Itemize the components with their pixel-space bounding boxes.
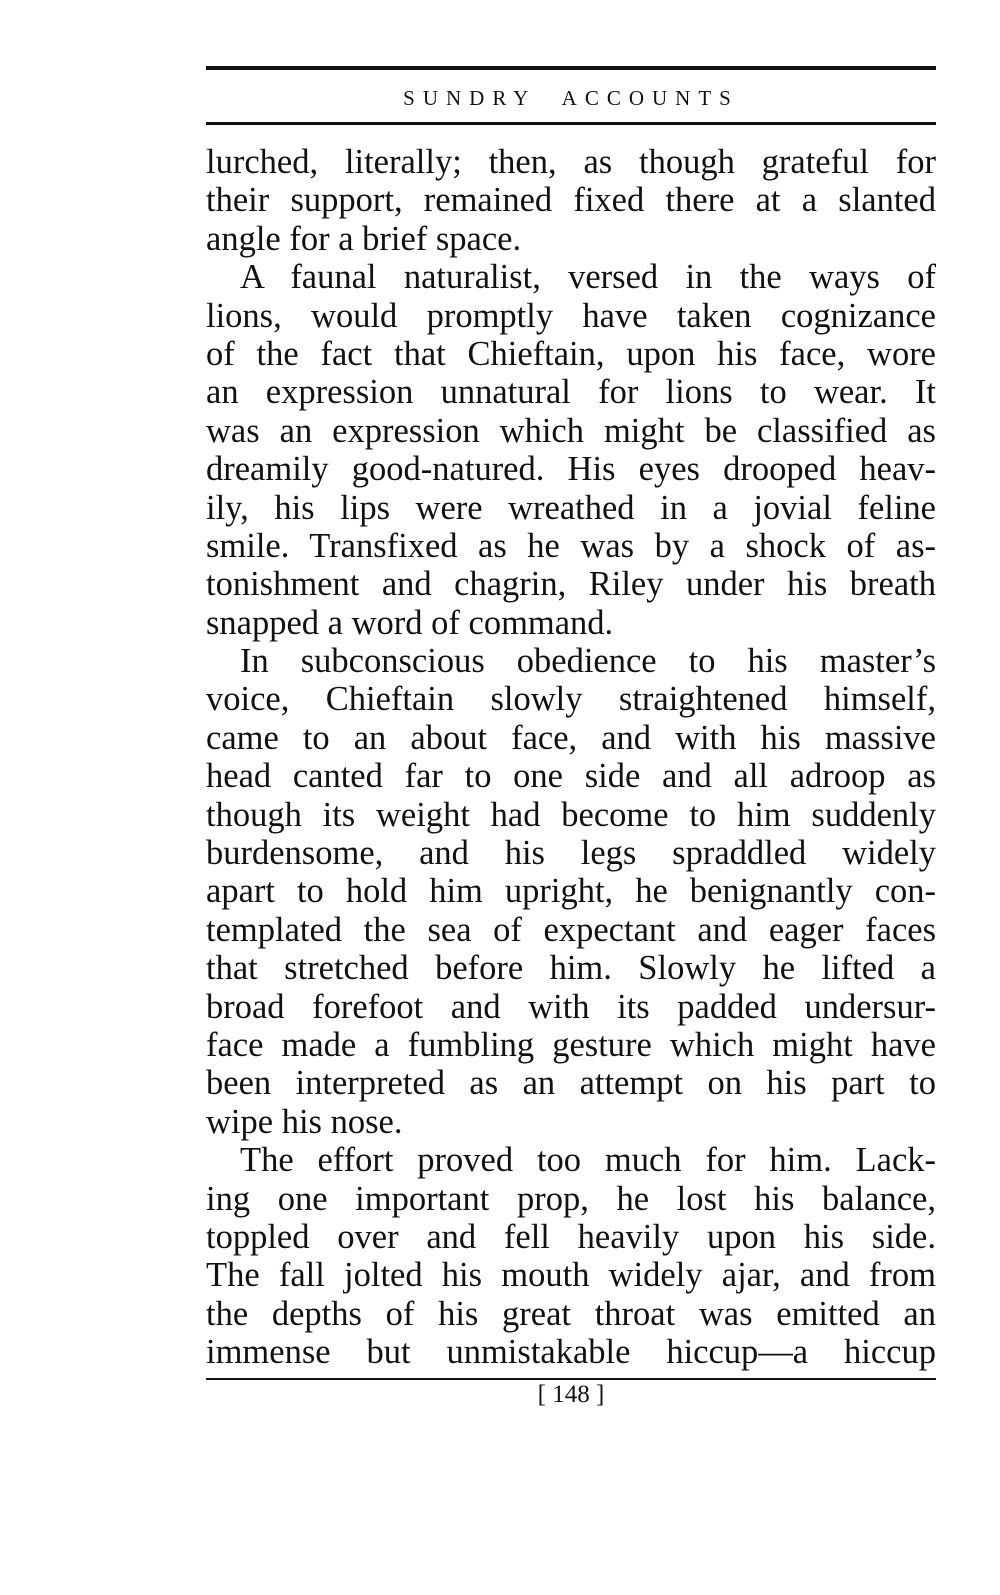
text-line: smile. Transfixed as he was by a shock of as-: [206, 526, 936, 565]
text-line: head canted far to one side and all adroop as: [206, 757, 936, 796]
text-line: lurched, literally; then, as though grateful for: [206, 143, 936, 181]
text-line: tonishment and chagrin, Riley under his breath: [206, 565, 936, 604]
text-line: came to an about face, and with his massive: [206, 718, 936, 757]
text-line: angle for a brief space.: [206, 219, 522, 258]
text-line: their support, remained fixed there at a slanted: [206, 181, 936, 220]
text-line: apart to hold him upright, he benignantly con-: [206, 872, 936, 911]
text-line: though its weight had become to him suddenly: [206, 795, 936, 834]
text-line: The effort proved too much for him. Lack-: [240, 1141, 936, 1180]
text-line: templated the sea of expectant and eager faces: [206, 910, 936, 949]
page-number: [ 148 ]: [537, 1380, 605, 1408]
text-line: the depths of his great throat was emitted an: [206, 1294, 936, 1333]
text-line: that stretched before him. Slowly he lifted a: [206, 949, 936, 988]
text-line: ily, his lips were wreathed in a jovial feline: [206, 488, 936, 527]
text-line: A faunal naturalist, versed in the ways of: [240, 258, 936, 297]
book-page: [206, 66, 936, 1410]
text-line: voice, Chieftain slowly straightened himself,: [206, 680, 936, 719]
text-line: face made a fumbling gesture which might have: [206, 1025, 936, 1064]
text-line: The fall jolted his mouth widely ajar, and from: [206, 1256, 936, 1295]
running-head: SUNDRY ACCOUNTS: [403, 86, 739, 110]
text-line: been interpreted as an attempt on his part to: [206, 1064, 936, 1103]
text-line: ing one important prop, he lost his balance,: [206, 1179, 936, 1218]
text-line: was an expression which might be classified as: [206, 411, 936, 450]
body-text: [206, 143, 936, 1372]
text-line: burdensome, and his legs spraddled widely: [206, 834, 936, 873]
text-line: snapped a word of command.: [206, 603, 614, 642]
text-line: toppled over and fell heavily upon his side.: [206, 1217, 936, 1256]
text-line: wipe his nose.: [206, 1102, 403, 1141]
text-line: lions, would promptly have taken cognizance: [206, 296, 936, 335]
header-rule-bottom: [206, 122, 936, 125]
text-line: dreamily good-natured. His eyes drooped heav-: [206, 450, 936, 489]
text-line: of the fact that Chieftain, upon his face, wore: [206, 334, 936, 373]
text-line: In subconscious obedience to his master’s: [240, 642, 936, 681]
text-line: broad forefoot and with its padded undersur-: [206, 987, 936, 1026]
text-line: immense but unmistakable hiccup—a hiccup: [206, 1333, 936, 1372]
text-line: an expression unnatural for lions to wear. It: [206, 373, 936, 412]
